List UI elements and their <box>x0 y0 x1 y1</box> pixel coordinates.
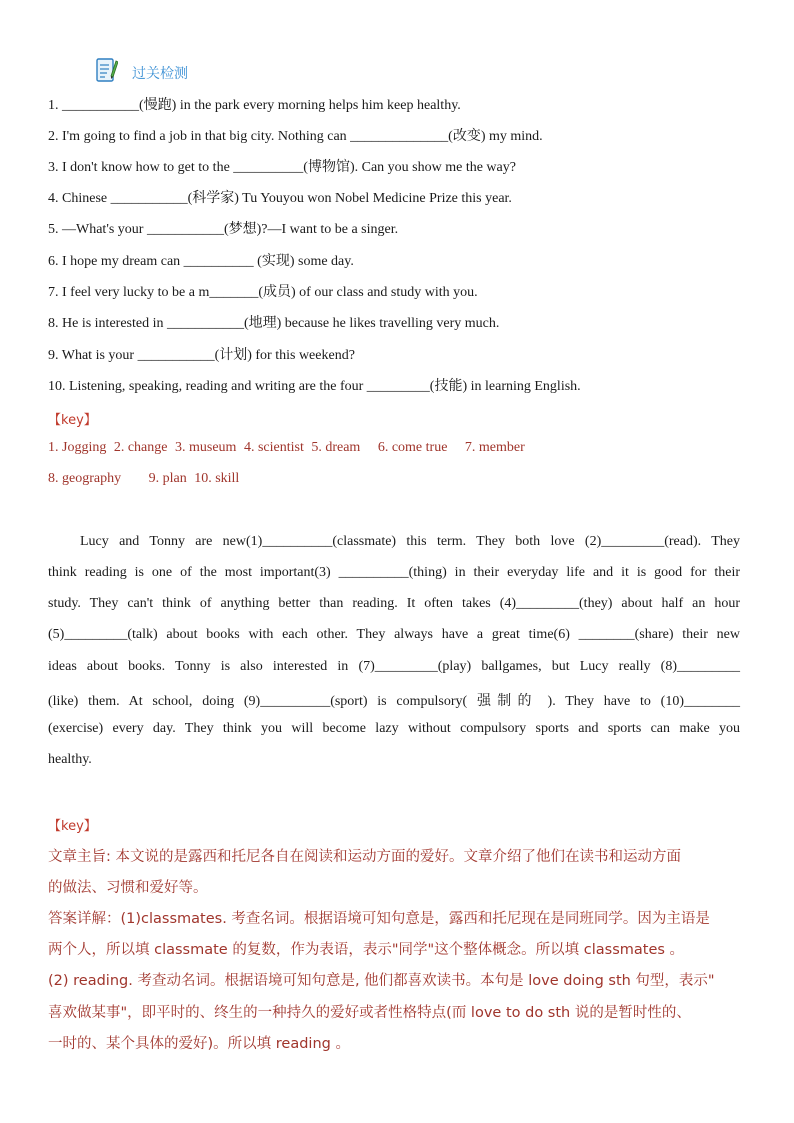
explanation-line: 两个人，所以填 classmate 的复数，作为表语，表示"同学"这个整体概念。所以填 classmates 。 <box>48 942 685 958</box>
passage-line: ideas about books. Tonny is also interested in (7)_________(play) ballgames, but Lucy really (8)_________ <box>48 659 740 674</box>
answer-item: 9. plan <box>148 471 187 486</box>
explanation-line: 的做法、习惯和爱好等。 <box>48 880 208 896</box>
passage-line: healthy. <box>48 752 92 767</box>
answer-item: 4. scientist <box>243 440 304 455</box>
answer-item: 7. member <box>464 440 525 455</box>
question-9: 9. What is your ___________(计划) for this weekend? <box>48 348 355 363</box>
question-7: 7. I feel very lucky to be a m_______(成员) of our class and study with you. <box>48 285 478 300</box>
explanation-line: (2) reading. 考查动名词。根据语境可知句意是, 他们都喜欢读书。本句是 love doing sth 句型，表示" <box>48 973 715 989</box>
answer-item: 3. museum <box>175 440 237 455</box>
answer-line-1 <box>48 440 529 456</box>
passage-line: (5)_________(talk) about books with each other. They always have a great time(6) ________(share) their new <box>48 627 740 642</box>
question-8: 8. He is interested in ___________(地理) because he likes travelling very much. <box>48 316 500 331</box>
explanation-line: 喜欢做某事"，即平时的、终生的一种持久的爱好或者性格特点(而 love to do sth 说的是暂时性的、 <box>48 1005 691 1021</box>
key-label: 【key】 <box>48 819 97 834</box>
question-1: 1. ___________(慢跑) in the park every morning helps him keep healthy. <box>48 98 461 113</box>
question-5: 5. —What's your ___________(梦想)?—I want to be a singer. <box>48 222 399 237</box>
section-header <box>96 52 188 84</box>
explanation-line: 一时的、某个具体的爱好)。所以填 reading 。 <box>48 1036 350 1052</box>
answer-item: 10. skill <box>194 471 240 486</box>
question-6: 6. I hope my dream can __________ (实现) some day. <box>48 254 354 269</box>
question-3: 3. I don't know how to get to the __________(博物馆). Can you show me the way? <box>48 160 516 175</box>
answer-item: 6. come true <box>377 440 448 455</box>
explanation-line: 文章主旨: 本文说的是露西和托尼各自在阅读和运动方面的爱好。文章介绍了他们在读书和运动方面 <box>48 849 681 865</box>
answer-line-2 <box>48 471 243 487</box>
passage-line: study. They can't think of anything better than reading. It often takes (4)_________(they) about half an hour <box>48 596 740 611</box>
question-2: 2. I'm going to find a job in that big city. Nothing can ______________(改变) my mind. <box>48 129 543 144</box>
section-title: 过关检测 <box>132 66 188 82</box>
passage-line: Lucy and Tonny are new(1)__________(classmate) this term. They both love (2)_________(read). They <box>80 534 740 549</box>
answer-item: 5. dream <box>311 440 361 455</box>
passage-line: (like) them. At school, doing (9)__________(sport) is compulsory( 强制的 ). They have to (10)________ <box>48 694 740 709</box>
answer-item: 1. Jogging <box>48 440 107 455</box>
question-10: 10. Listening, speaking, reading and writing are the four _________(技能) in learning English. <box>48 379 581 394</box>
note-pencil-icon <box>96 56 118 84</box>
explanation-line: 答案详解：(1)classmates. 考查名词。根据语境可知句意是，露西和托尼现在是同班同学。因为主语是 <box>48 911 710 927</box>
answer-item: 8. geography <box>48 471 122 486</box>
answer-item: 2. change <box>113 440 168 455</box>
passage-line: think reading is one of the most important(3) __________(thing) in their everyday life and it is good for their <box>48 565 740 580</box>
passage-line: (exercise) every day. They think you will become lazy without compulsory sports and sports can make you <box>48 721 740 736</box>
key-label: 【key】 <box>48 413 97 428</box>
question-4: 4. Chinese ___________(科学家) Tu Youyou won Nobel Medicine Prize this year. <box>48 191 512 206</box>
